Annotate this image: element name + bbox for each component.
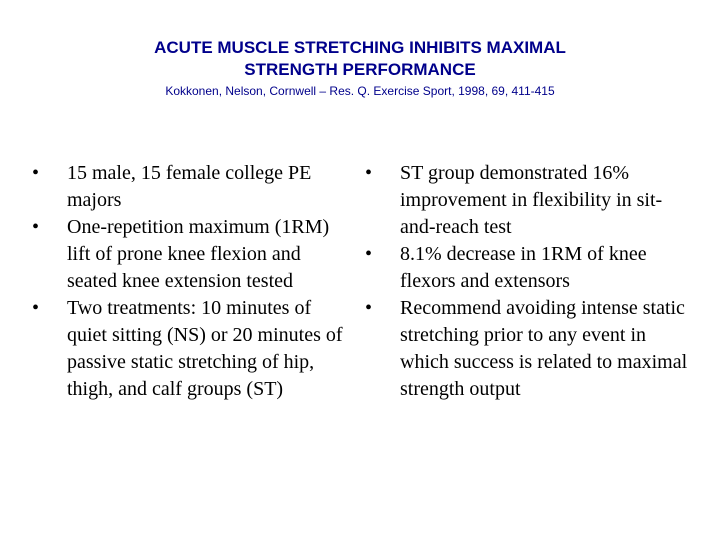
bullet-item xyxy=(30,160,355,214)
bullet-item xyxy=(363,241,693,295)
bullet-icon: • xyxy=(32,216,40,238)
slide-title-line-2: STRENGTH PERFORMANCE xyxy=(244,60,476,79)
slide-title-line-1: ACUTE MUSCLE STRETCHING INHIBITS MAXIMAL xyxy=(154,38,566,57)
bullet-text: 8.1% decrease in 1RM of knee flexors and extensors xyxy=(400,243,647,292)
right-bullet-list xyxy=(363,160,693,403)
bullet-text: Recommend avoiding intense static stretching prior to any event in which success is related to maximal strength output xyxy=(400,297,688,400)
bullet-icon: • xyxy=(32,297,40,319)
bullet-item xyxy=(30,295,355,403)
citation: Kokkonen, Nelson, Cornwell – Res. Q. Exercise Sport, 1998, 69, 411-415 xyxy=(165,84,555,98)
bullet-icon: • xyxy=(365,243,373,265)
bullet-text: One-repetition maximum (1RM) lift of prone knee flexion and seated knee extension tested xyxy=(67,216,330,292)
bullet-text: 15 male, 15 female college PE majors xyxy=(67,162,312,211)
bullet-item xyxy=(30,214,355,295)
bullet-icon: • xyxy=(365,162,373,184)
bullet-icon: • xyxy=(32,162,40,184)
bullet-text: Two treatments: 10 minutes of quiet sitting (NS) or 20 minutes of passive static stretching of hip, thigh, and calf groups (ST) xyxy=(67,297,343,400)
bullet-item xyxy=(363,160,693,241)
left-bullet-list xyxy=(30,160,355,403)
slide-title xyxy=(60,37,660,81)
bullet-item xyxy=(363,295,693,403)
bullet-text: ST group demonstrated 16% improvement in flexibility in sit-and-reach test xyxy=(400,162,663,238)
bullet-icon: • xyxy=(365,297,373,319)
